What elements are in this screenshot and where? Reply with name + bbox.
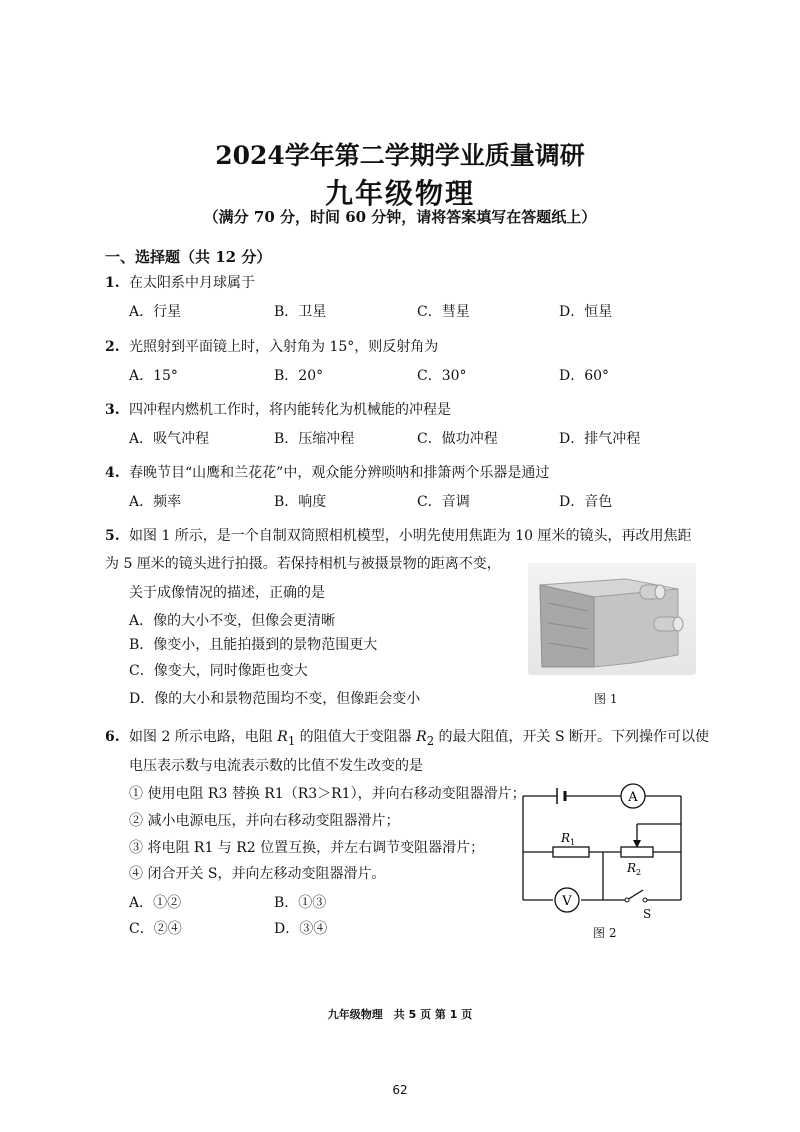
r2-label: $R_2$	[627, 861, 642, 877]
subject-title: 九年级物理	[324, 177, 475, 210]
exam-title: 2024学年第二学期学业质量调研	[215, 141, 585, 170]
statement-4: ④ 闭合开关 S，并向左移动变阻器滑片。	[129, 866, 386, 882]
option-b: B．响度	[274, 494, 327, 510]
option-c: C．②④	[129, 921, 182, 937]
option-b: B．①③	[274, 895, 327, 911]
question-2	[105, 337, 438, 357]
question-number: 4.	[105, 465, 120, 481]
option-d: D．音色	[559, 494, 613, 510]
statement-3: ③ 将电阻 R1 与 R2 位置互换，并左右调节变阻器滑片；	[129, 840, 485, 856]
question-number: 2.	[105, 339, 120, 355]
page-number: 62	[392, 1083, 408, 1097]
question-number: 5.	[105, 528, 120, 544]
question-text: 如图 1 所示，是一个自制双筒照相机模型，小明先使用焦距为 10 厘米的镜头，再改用焦距为 5 厘米的镜头进行拍摄。若保持相机与被摄景物的距离不变，	[105, 528, 692, 572]
option-a: A．像的大小不变，但像会更清晰	[129, 613, 336, 629]
question-number: 6.	[105, 729, 120, 745]
statement-2: ② 减小电源电压，并向右移动变阻器滑片；	[129, 813, 400, 829]
option-d: D．像的大小和景物范围均不变，但像距会变小	[129, 691, 421, 707]
voltmeter-label: V	[562, 894, 572, 909]
switch-contact-icon	[625, 898, 629, 902]
question-2-options	[129, 365, 709, 385]
r2-symbol: R	[416, 729, 427, 745]
option-b: B．像变小，且能拍摄到的景物范围更大	[129, 637, 378, 653]
question-6	[105, 727, 709, 751]
question-6-options-row2	[129, 918, 429, 938]
r1-subscript: 1	[287, 733, 296, 748]
figure-1-camera-photo	[528, 563, 696, 675]
r1-label: $R_1$	[561, 831, 576, 847]
question-text: 在太阳系中月球属于	[129, 275, 255, 291]
option-c: C．做功冲程	[417, 431, 498, 447]
switch-contact-icon	[643, 898, 647, 902]
question-number: 3.	[105, 402, 120, 418]
rheostat-r2-icon	[621, 847, 653, 857]
question-6-options-row1	[129, 892, 429, 912]
question-4-options	[129, 491, 709, 511]
r2-subscript: 2	[426, 733, 435, 748]
option-c: C．彗星	[417, 304, 470, 320]
r1-symbol: R	[277, 729, 288, 745]
option-d: D．排气冲程	[559, 431, 641, 447]
question-text-part2: 的阻值大于变阻器	[295, 729, 417, 745]
resistor-r1-icon	[553, 847, 589, 857]
question-5-prompt: 关于成像情况的描述，正确的是	[129, 585, 325, 601]
figure-2-caption: 图 2	[593, 926, 617, 940]
question-text: 四冲程内燃机工作时，将内能转化为机械能的冲程是	[129, 402, 451, 418]
exam-note: （满分 70 分，时间 60 分钟，请将答案填写在答题纸上）	[203, 208, 597, 226]
figure-1-caption: 图 1	[594, 692, 618, 706]
ammeter-label: A	[628, 790, 638, 805]
figure-2-circuit	[515, 780, 695, 920]
question-1-options	[129, 301, 709, 321]
option-d: D．③④	[274, 921, 328, 937]
statement-1: ① 使用电阻 R3 替换 R1（R3＞R1），并向右移动变阻器滑片；	[129, 786, 526, 802]
question-3-options	[129, 428, 709, 448]
option-b: B．卫星	[274, 304, 327, 320]
option-a: A．①②	[129, 895, 182, 911]
option-d: D．恒星	[559, 304, 613, 320]
question-6-prompt: 电压表示数与电流表示数的比值不发生改变的是	[129, 758, 423, 774]
option-a: A．吸气冲程	[129, 431, 210, 447]
question-4	[105, 463, 549, 483]
option-c: C．30°	[417, 368, 467, 384]
question-3	[105, 400, 451, 420]
question-text-part3: 的最大阻值，开关 S 断开。下列操作可以使	[434, 729, 710, 745]
option-b: B．压缩冲程	[274, 431, 355, 447]
question-text: 光照射到平面镜上时，入射角为 15°，则反射角为	[129, 339, 439, 355]
question-text-part1: 如图 2 所示电路，电阻	[129, 729, 278, 745]
switch-label: S	[643, 907, 652, 920]
section-heading: 一、选择题（共 12 分）	[105, 248, 272, 266]
option-c: C．音调	[417, 494, 470, 510]
option-a: A．行星	[129, 304, 182, 320]
option-b: B．20°	[274, 368, 324, 384]
option-d: D．60°	[559, 368, 610, 384]
option-c: C．像变大，同时像距也变大	[129, 663, 308, 679]
option-a: A．频率	[129, 494, 182, 510]
page-footer: 九年级物理 共 5 页 第 1 页	[327, 1008, 473, 1021]
question-1	[105, 273, 255, 293]
question-text: 春晚节目“山鹰和兰花花”中，观众能分辨唢呐和排箫两个乐器是通过	[129, 465, 550, 481]
question-number: 1.	[105, 275, 120, 291]
option-a: A．15°	[129, 368, 178, 384]
